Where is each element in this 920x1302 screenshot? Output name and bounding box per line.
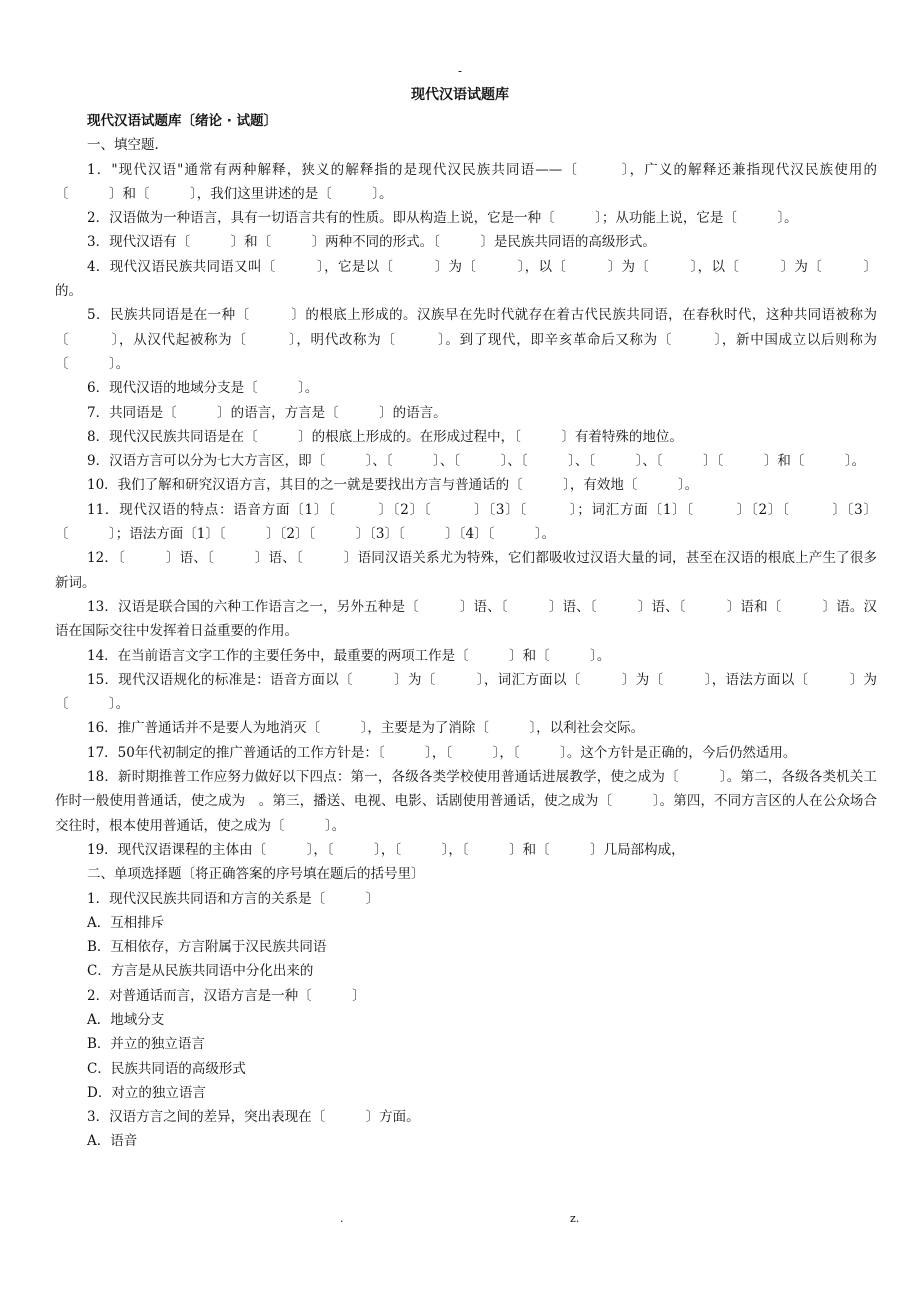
paragraph: 6．现代汉语的地域分支是〔 〕。 (87, 380, 319, 397)
paragraph: 16．推广普通话并不是要人为地消灭〔 〕，主要是为了消除〔 〕，以利社会交际。 (87, 720, 645, 737)
page-title: 现代汉语试题库 (411, 87, 509, 103)
paragraph: C．方言是从民族共同语中分化出来的 (87, 963, 314, 980)
paragraph: D．对立的独立语言 (87, 1084, 206, 1101)
paragraph: 2．汉语做为一种语言，具有一切语言共有的性质。即从构造上说，它是一种〔 〕；从功能上说，它是〔 〕。 (87, 210, 798, 227)
paragraph: A．互相排斥 (87, 914, 165, 931)
paragraph: 14．在当前语言文字工作的主要任务中，最重要的两项工作是〔 〕和〔 〕。 (87, 647, 611, 664)
paragraph: C．民族共同语的高级形式 (87, 1060, 246, 1077)
document-body (55, 109, 877, 1154)
paragraph: 11．现代汉语的特点：语音方面〔1〕〔 〕〔2〕〔 〕〔3〕〔 〕；词汇方面〔1〕〔 〕〔2〕〔 〕〔3〕〔 〕；语法方面〔1〕〔 〕〔2〕〔 〕〔3〕〔 〕〔4〕〔 〕。 (55, 501, 877, 543)
paragraph: A．语音 (87, 1133, 138, 1150)
paragraph: 1．现代汉民族共同语和方言的关系是〔 〕 (87, 890, 380, 907)
paragraph: 7．共同语是〔 〕的语言，方言是〔 〕的语言。 (87, 404, 447, 421)
footer-right-mark: z. (570, 1212, 580, 1225)
paragraph: 一、填空题. (87, 137, 159, 154)
section-subtitle: 现代汉语试题库〔绪论 · 试题〕 (87, 113, 278, 129)
paragraph: B．并立的独立语言 (87, 1036, 205, 1053)
paragraph: 3．汉语方言之间的差异，突出表现在〔 〕方面。 (87, 1109, 420, 1126)
paragraph: 18．新时期推普工作应努力做好以下四点：第一，各级各类学校使用普通话进展教学，使之成为〔 〕。第二，各级各类机关工作时一般使用普通话，使之成为 。第三，播送、电视、电影、话剧使用普通话，使之成为〔 〕。第四，不同方言区的人在公众场合交往时，根本使用普通话，使之成为〔 〕。 (55, 769, 877, 834)
paragraph: B．互相依存，方言附属于汉民族共同语 (87, 939, 327, 956)
paragraph: 8．现代汉民族共同语是在〔 〕的根底上形成的。在形成过程中，〔 〕有着特殊的地位。 (87, 428, 683, 445)
paragraph: 12．〔 〕语、〔 〕语、〔 〕语同汉语关系尤为特殊，它们都吸收过汉语大量的词，甚至在汉语的根底上产生了很多新词。 (55, 550, 877, 591)
paragraph: 1．"现代汉语"通常有两种解释，狭义的解释指的是现代汉民族共同语——〔 〕，广义的解释还兼指现代汉民族使用的〔 〕和〔 〕，我们这里讲述的是〔 〕。 (55, 161, 877, 202)
footer-left-mark: . (340, 1212, 344, 1225)
paragraph: A．地域分支 (87, 1011, 165, 1028)
paragraph: 17．50年代初制定的推广普通话的工作方针是：〔 〕，〔 〕，〔 〕。这个方针是正确的，今后仍然适用。 (87, 744, 797, 761)
paragraph: 二、单项选择题〔将正确答案的序号填在题后的括号里〕 (87, 866, 425, 883)
paragraph: 15．现代汉语规化的标准是：语音方面以〔 〕为〔 〕，词汇方面以〔 〕为〔 〕，语法方面以〔 〕为〔 〕。 (55, 671, 877, 713)
page-footer (0, 1212, 920, 1228)
paragraph: 10．我们了解和研究汉语方言，其目的之一就是要找出方言与普通话的〔 〕，有效地〔 〕。 (87, 477, 699, 494)
paragraph: 5．民族共同语是在一种〔 〕的根底上形成的。汉族早在先时代就存在着古代民族共同语，在春秋时代，这种共同语被称为〔 〕，从汉代起被称为〔 〕，明代改称为〔 〕。到了现代，即辛亥革命后又称为〔 〕，新中国成立以后则称为〔 〕。 (55, 307, 877, 372)
paragraph: 19．现代汉语课程的主体由〔 〕，〔 〕，〔 〕，〔 〕和〔 〕几局部构成， (87, 841, 685, 858)
paragraph: 2．对普通话而言，汉语方言是一种〔 〕 (87, 987, 366, 1004)
header-mark: - (457, 64, 463, 78)
paragraph: 13．汉语是联合国的六种工作语言之一，另外五种是〔 〕语、〔 〕语、〔 〕语、〔 〕语和〔 〕语。汉语在国际交往中发挥着日益重要的作用。 (55, 598, 877, 640)
paragraph: 3．现代汉语有〔 〕和〔 〕两种不同的形式。〔 〕是民族共同语的高级形式。 (87, 234, 656, 251)
paragraph: 4．现代汉语民族共同语又叫〔 〕，它是以〔 〕为〔 〕，以〔 〕为〔 〕，以〔 〕为〔 〕的。 (55, 258, 877, 300)
paragraph: 9．汉语方言可以分为七大方言区，即〔 〕、〔 〕、〔 〕、〔 〕、〔 〕、〔 〕〔 〕和〔 〕。 (87, 453, 866, 470)
